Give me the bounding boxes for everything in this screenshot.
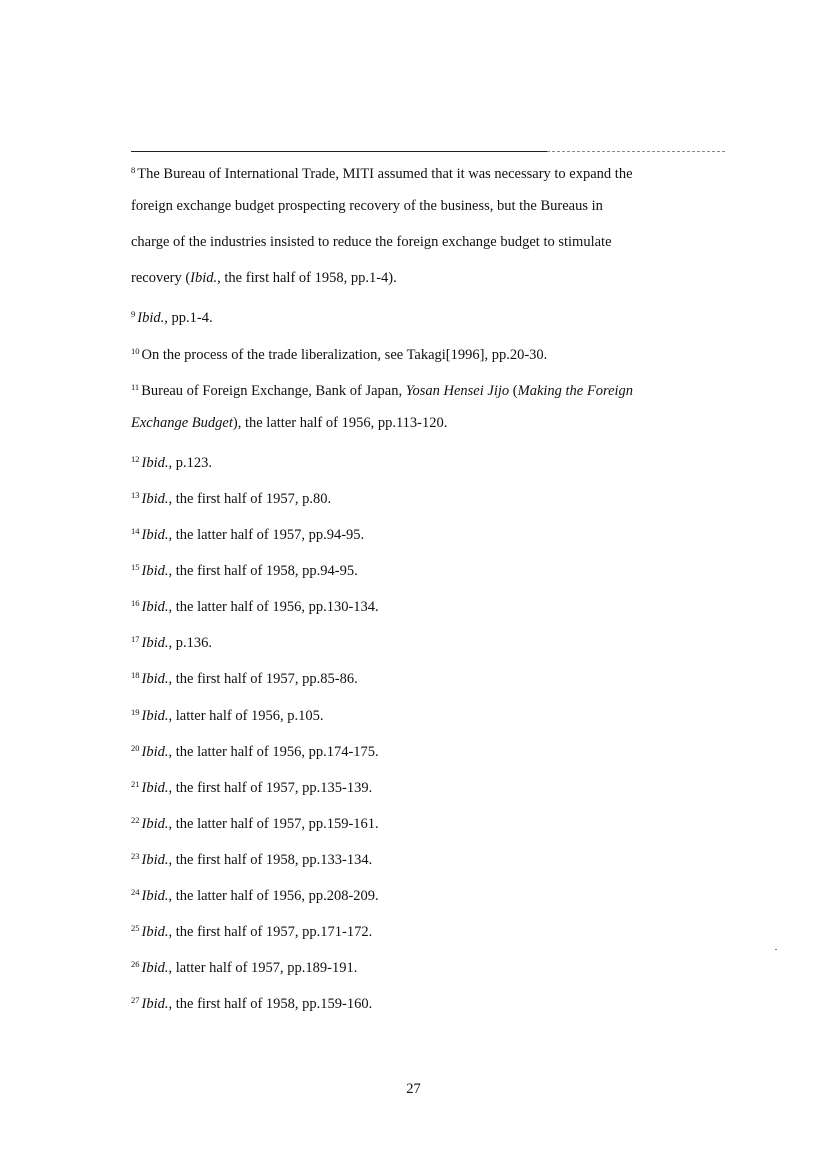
footnote-text: , the latter half of 1956, pp.130-134. bbox=[168, 599, 379, 615]
footnote-line bbox=[131, 447, 212, 471]
footnote-italic-text: Ibid. bbox=[141, 924, 169, 940]
footnote-continuation-line bbox=[131, 230, 612, 254]
separator-solid-segment bbox=[131, 151, 547, 152]
footnote-italic-text: Ibid. bbox=[141, 599, 169, 615]
footnote-text: , the latter half of 1957, pp.94-95. bbox=[168, 527, 365, 543]
footnote-number: 8 bbox=[131, 165, 136, 175]
footnote-number: 21 bbox=[131, 779, 140, 789]
footnote-number: 16 bbox=[131, 598, 140, 608]
footnote-italic-text: Ibid. bbox=[141, 527, 169, 543]
footnote-line bbox=[131, 772, 372, 796]
footnote-text: , the first half of 1957, p.80. bbox=[168, 491, 332, 507]
footnote-line bbox=[131, 736, 379, 760]
footnote-line bbox=[131, 988, 372, 1012]
footnote-text: , latter half of 1956, p.105. bbox=[168, 708, 324, 724]
footnote-text: , pp.1-4. bbox=[164, 310, 213, 326]
footnote-line bbox=[131, 808, 379, 832]
footnote-text: Bureau of Foreign Exchange, Bank of Japan, bbox=[141, 383, 406, 399]
footnote-text: , p.136. bbox=[168, 635, 212, 651]
footnote-text: , the first half of 1958, pp.133-134. bbox=[168, 852, 373, 868]
footnote-italic-text: Ibid. bbox=[137, 310, 165, 326]
footnote-italic-text: Ibid. bbox=[141, 744, 169, 760]
footnote-number: 20 bbox=[131, 743, 140, 753]
footnote-line bbox=[131, 880, 379, 904]
footnote-line bbox=[131, 555, 358, 579]
footnote-text: foreign exchange budget prospecting recovery of the business, but the Bureaus in bbox=[131, 198, 603, 214]
footnote-italic-text: Ibid. bbox=[141, 996, 169, 1012]
footnote-text: , the latter half of 1956, pp.174-175. bbox=[168, 744, 379, 760]
footnote-line bbox=[131, 591, 379, 615]
footnote-number: 18 bbox=[131, 670, 140, 680]
footnote-continuation-line bbox=[131, 194, 603, 218]
footnote-number: 23 bbox=[131, 851, 140, 861]
footnote-number: 27 bbox=[131, 995, 140, 1005]
footnote-text: , the first half of 1957, pp.135-139. bbox=[168, 780, 373, 796]
footnote-text: , the first half of 1958, pp.159-160. bbox=[168, 996, 373, 1012]
footnote-italic-text: Ibid. bbox=[141, 563, 169, 579]
footnote-italic-text: Exchange Budget bbox=[131, 415, 233, 431]
scan-speck bbox=[775, 949, 777, 950]
footnote-line bbox=[131, 483, 331, 507]
footnote-number: 12 bbox=[131, 454, 140, 464]
footnote-italic-text: Making the Foreign bbox=[517, 383, 634, 399]
footnote-italic-text: Ibid. bbox=[141, 455, 169, 471]
footnote-italic-text: Ibid. bbox=[141, 852, 169, 868]
footnote-italic-text: Ibid. bbox=[141, 635, 169, 651]
footnote-line bbox=[131, 158, 633, 182]
footnote-number: 22 bbox=[131, 815, 140, 825]
footnote-line bbox=[131, 844, 372, 868]
footnote-italic-text: Ibid. bbox=[190, 270, 218, 286]
footnote-italic-text: Ibid. bbox=[141, 960, 169, 976]
footnote-number: 26 bbox=[131, 959, 140, 969]
footnote-italic-text: Yosan Hensei Jijo bbox=[405, 383, 510, 399]
footnote-number: 24 bbox=[131, 887, 140, 897]
footnote-italic-text: Ibid. bbox=[141, 491, 169, 507]
footnote-continuation-line bbox=[131, 411, 447, 435]
footnote-line bbox=[131, 627, 212, 651]
footnote-text: recovery ( bbox=[131, 270, 191, 286]
footnote-text: , the first half of 1957, pp.171-172. bbox=[168, 924, 373, 940]
footnote-line bbox=[131, 952, 357, 976]
footnote-line bbox=[131, 339, 547, 363]
footnote-italic-text: Ibid. bbox=[141, 671, 169, 687]
footnote-italic-text: Ibid. bbox=[141, 780, 169, 796]
footnote-line bbox=[131, 375, 633, 399]
footnote-number: 19 bbox=[131, 707, 140, 717]
footnote-text: , latter half of 1957, pp.189-191. bbox=[168, 960, 358, 976]
footnote-text: , the latter half of 1957, pp.159-161. bbox=[168, 816, 379, 832]
footnote-line bbox=[131, 302, 213, 326]
footnote-number: 9 bbox=[131, 309, 136, 319]
footnote-text: , the first half of 1957, pp.85-86. bbox=[168, 671, 358, 687]
footnote-italic-text: Ibid. bbox=[141, 816, 169, 832]
footnote-line bbox=[131, 663, 358, 687]
footnote-number: 17 bbox=[131, 634, 140, 644]
footnote-text: , the latter half of 1956, pp.208-209. bbox=[168, 888, 379, 904]
footnote-number: 11 bbox=[131, 382, 140, 392]
footnote-number: 25 bbox=[131, 923, 140, 933]
footnote-number: 15 bbox=[131, 562, 140, 572]
footnote-line bbox=[131, 700, 324, 724]
footnote-text: , p.123. bbox=[168, 455, 212, 471]
footnote-number: 10 bbox=[131, 346, 140, 356]
footnote-italic-text: Ibid. bbox=[141, 708, 169, 724]
footnote-text: charge of the industries insisted to reduce the foreign exchange budget to stimulate bbox=[131, 234, 612, 250]
footnote-number: 14 bbox=[131, 526, 140, 536]
footnote-text: ), the latter half of 1956, pp.113-120. bbox=[232, 415, 448, 431]
page-number: 27 bbox=[406, 1081, 421, 1097]
footnote-text: ( bbox=[509, 383, 518, 399]
footnote-continuation-line bbox=[131, 266, 397, 290]
footnote-text: , the first half of 1958, pp.94-95. bbox=[168, 563, 358, 579]
footnote-line bbox=[131, 916, 372, 940]
footnote-text: , the first half of 1958, pp.1-4). bbox=[217, 270, 397, 286]
footnote-text: On the process of the trade liberalization, see Takagi[1996], pp.20-30. bbox=[141, 347, 548, 363]
separator-faint-segment bbox=[547, 151, 725, 152]
footnote-italic-text: Ibid. bbox=[141, 888, 169, 904]
footnote-text: The Bureau of International Trade, MITI assumed that it was necessary to expand the bbox=[137, 166, 633, 182]
footnote-number: 13 bbox=[131, 490, 140, 500]
footnote-line bbox=[131, 519, 364, 543]
